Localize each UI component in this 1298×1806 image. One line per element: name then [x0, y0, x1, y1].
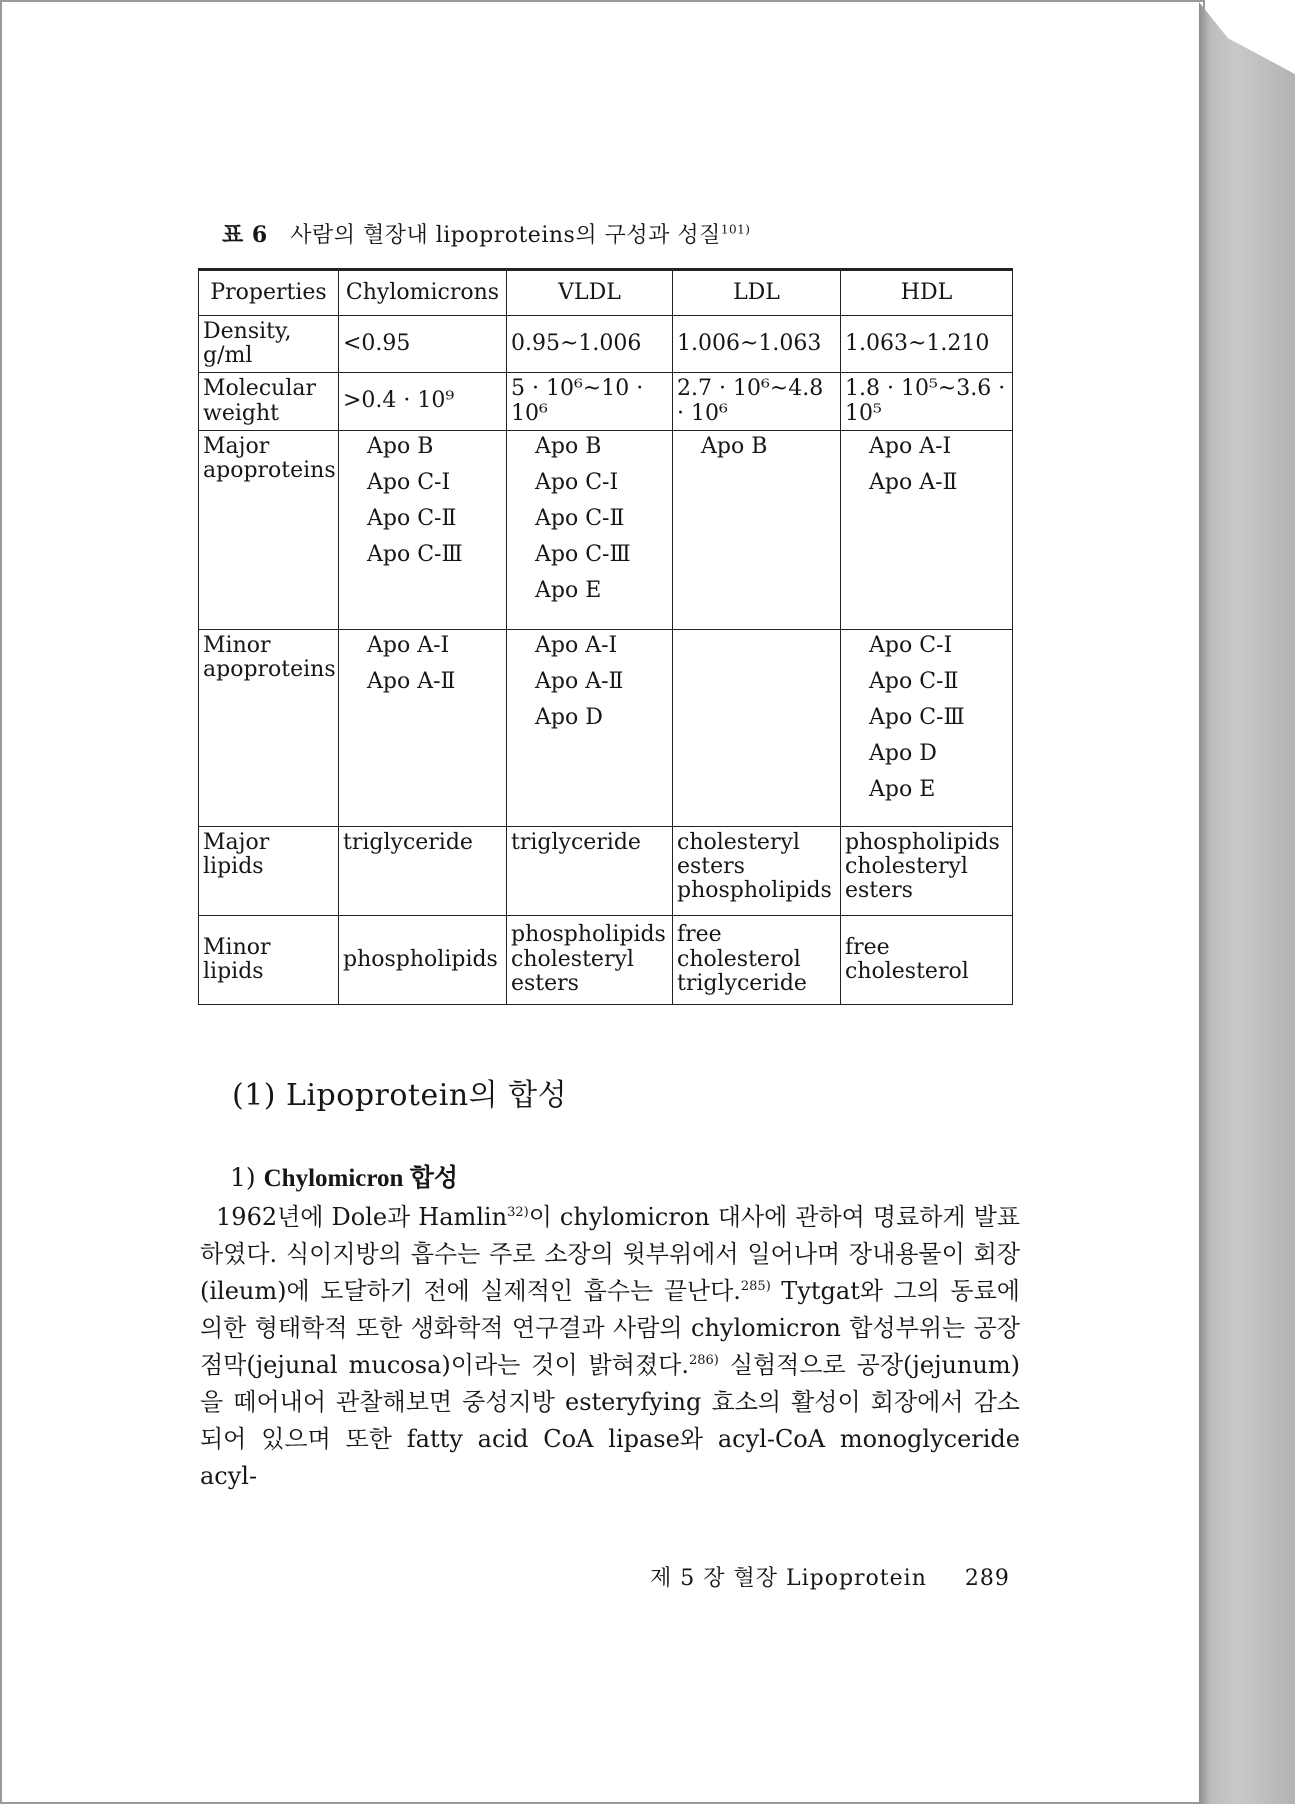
- section-heading: (1) Lipoprotein의 합성: [232, 1078, 568, 1113]
- table-cell: [673, 629, 841, 826]
- table-cell: [339, 430, 507, 629]
- body-text-segment: Tytgat와 그의 동료에 의한 형태학적 또한 생화학적 연구결과 사람의 chylomicron 합성부위는 공장점막(jejunal mucosa)이라는 것이 밝혀졌다.: [200, 1277, 1020, 1379]
- apo-item: Apo A-Ⅱ: [535, 668, 624, 694]
- table-cell: triglyceride: [507, 826, 673, 915]
- table-row-minor-apoproteins: [199, 629, 1013, 826]
- apo-item: Apo C-Ⅰ: [535, 469, 619, 495]
- table-cell: [841, 430, 1013, 629]
- page-number: 289: [964, 1566, 1010, 1591]
- apo-item: Apo C-Ⅰ: [367, 469, 451, 495]
- apo-item: Apo C-Ⅲ: [869, 704, 965, 730]
- header-vldl: VLDL: [507, 270, 673, 316]
- header-chylomicrons: Chylomicrons: [339, 270, 507, 316]
- table-cell: >0.4 · 10⁹: [339, 373, 507, 430]
- table-row-density: [199, 316, 1013, 373]
- header-hdl: HDL: [841, 270, 1013, 316]
- table-row-molecular-weight: [199, 373, 1013, 430]
- apo-item: Apo C-Ⅱ: [367, 505, 457, 531]
- header-ldl: LDL: [673, 270, 841, 316]
- row-label: Minor lipids: [199, 915, 339, 1004]
- table-number: 표 6: [222, 222, 268, 248]
- table-cell: phospholipids: [339, 915, 507, 1004]
- running-title: 제 5 장 혈장 Lipoprotein: [650, 1566, 927, 1591]
- apo-item: Apo D: [869, 740, 937, 766]
- apo-item: Apo A-Ⅰ: [535, 632, 618, 658]
- table-cell: phospholipids cholesteryl esters: [507, 915, 673, 1004]
- apo-item: Apo C-Ⅱ: [869, 668, 959, 694]
- apo-item: Apo C-Ⅱ: [535, 505, 625, 531]
- table-cell: [507, 629, 673, 826]
- table-cell: cholesteryl esters phospholipids: [673, 826, 841, 915]
- apo-item: Apo A-Ⅱ: [869, 469, 958, 495]
- apo-item: Apo C-Ⅲ: [535, 541, 631, 567]
- apo-item: Apo A-Ⅰ: [869, 433, 952, 459]
- apo-item: Apo C-Ⅰ: [869, 632, 953, 658]
- table-cell: <0.95: [339, 316, 507, 373]
- subsection-number: 1): [230, 1163, 256, 1192]
- body-paragraph: [200, 1199, 1020, 1495]
- subsection-title: Chylomicron 합성: [263, 1165, 458, 1192]
- apo-item: Apo B: [701, 433, 768, 459]
- body-text-segment: 실험적으로 공장(jejunum)을 떼어내어 관찰해보면 중성지방 esteryfying 효소의 활성이 회장에서 감소되어 있으며 또한 fatty acid CoA lipase와 acyl-CoA monoglyceride acyl-: [200, 1351, 1020, 1490]
- table-title: 사람의 혈장내 lipoproteins의 구성과 성질: [290, 223, 721, 248]
- book-edge: [1199, 2, 1295, 1804]
- row-label: Major apoproteins: [199, 430, 339, 629]
- apo-item: Apo B: [367, 433, 434, 459]
- row-label: Molecular weight: [199, 373, 339, 430]
- apo-item: Apo E: [535, 577, 602, 603]
- table-cell: [339, 629, 507, 826]
- table-cell: free cholesterol: [841, 915, 1013, 1004]
- body-text-segment: 이 chylomicron 대사에 관하여 명료하게 발표하였다. 식이지방의 흡수는 주로 소장의 윗부위에서 일어나며 장내용물이 회장(ileum)에 도달하기 전에 실제적인 흡수는 끝난다.: [200, 1203, 1021, 1305]
- table-cell: [841, 629, 1013, 826]
- table-header-row: [199, 270, 1013, 316]
- apo-item: Apo E: [869, 776, 936, 802]
- lipoprotein-table: [198, 268, 1013, 1005]
- table-cell: 1.8 · 10⁵~3.6 · 10⁵: [841, 373, 1013, 430]
- table-cell: 1.006~1.063: [673, 316, 841, 373]
- table-cell: 0.95~1.006: [507, 316, 673, 373]
- table-cell: 5 · 10⁶~10 · 10⁶: [507, 373, 673, 430]
- apo-item: Apo C-Ⅲ: [367, 541, 463, 567]
- body-text-segment: 1962년에 Dole과 Hamlin: [216, 1203, 508, 1231]
- table-cell: phospholipids cholesteryl esters: [841, 826, 1013, 915]
- table-cell: triglyceride: [339, 826, 507, 915]
- caption-reference: 101): [720, 222, 751, 237]
- table-caption: [222, 218, 750, 249]
- citation: 285): [740, 1279, 771, 1294]
- apo-item: Apo A-Ⅱ: [367, 668, 456, 694]
- table-cell: 1.063~1.210: [841, 316, 1013, 373]
- table-row-minor-lipids: [199, 915, 1013, 1004]
- table-cell: [507, 430, 673, 629]
- row-label: Minor apoproteins: [199, 629, 339, 826]
- table-cell: 2.7 · 10⁶~4.8 · 10⁶: [673, 373, 841, 430]
- row-label: Major lipids: [199, 826, 339, 915]
- row-label: Density, g/ml: [199, 316, 339, 373]
- subsection-heading: [230, 1158, 458, 1194]
- apo-item: Apo A-Ⅰ: [367, 632, 450, 658]
- header-properties: Properties: [199, 270, 339, 316]
- page-footer: [650, 1561, 1010, 1592]
- table-row-major-apoproteins: [199, 430, 1013, 629]
- apo-item: Apo D: [535, 704, 603, 730]
- citation: 32): [507, 1205, 529, 1220]
- table-cell: free cholesterol triglyceride: [673, 915, 841, 1004]
- citation: 286): [688, 1353, 719, 1368]
- apo-item: Apo B: [535, 433, 602, 459]
- table-row-major-lipids: [199, 826, 1013, 915]
- table-cell: [673, 430, 841, 629]
